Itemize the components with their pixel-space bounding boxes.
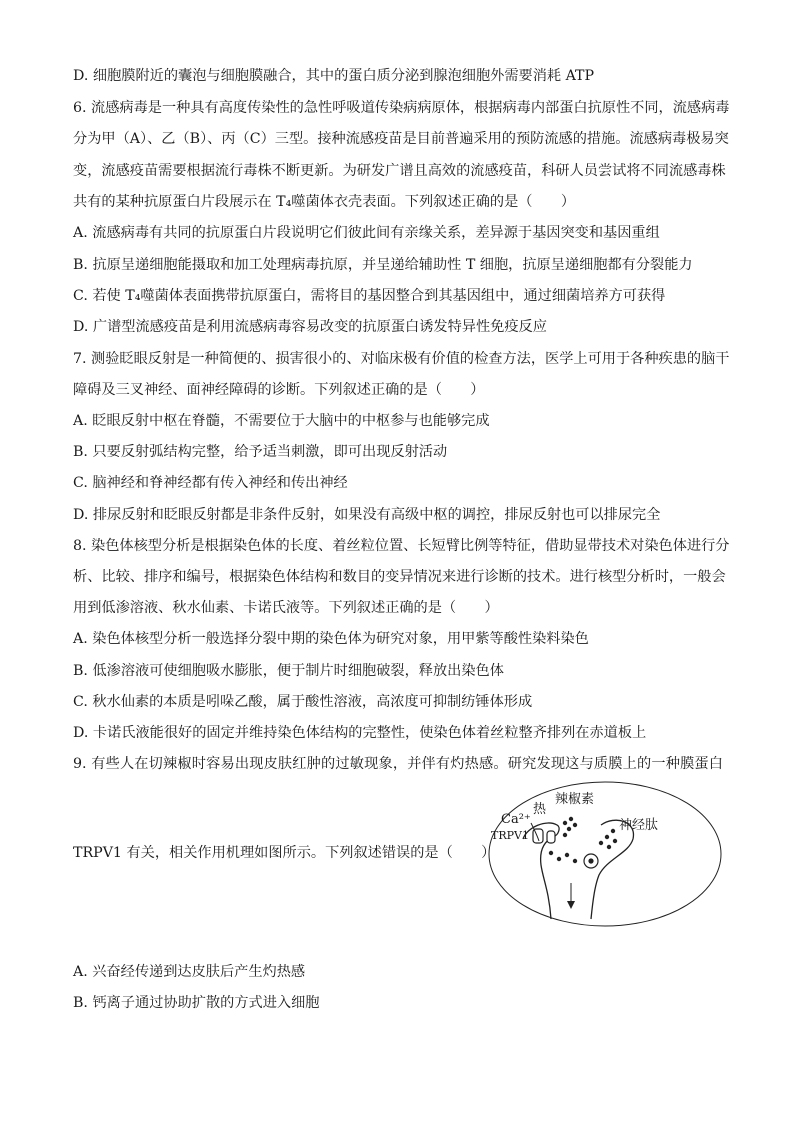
trpv1-channel-right [547, 831, 555, 843]
capsaicin-dot [563, 833, 567, 837]
q9-option-b: B. 钙离子通过协助扩散的方式进入细胞 [73, 995, 320, 1011]
q5-option-d: D. 细胞膜附近的囊泡与细胞膜融合，其中的蛋白质分泌到腺泡细胞外需要消耗 ATP [73, 68, 595, 84]
neuropeptide-dot [599, 841, 603, 845]
vesicle-content [588, 858, 593, 863]
trpv1-mechanism-figure [487, 779, 723, 929]
q6-option-c: C. 若使 T₄噬菌体表面携带抗原蛋白，需将目的基因整合到其基因组中，通过细菌培养方可获得 [73, 288, 666, 304]
capsaicin-dot [569, 817, 573, 821]
ion-dot [565, 853, 569, 857]
q9-stem-line2: TRPV1 有关，相关作用机理如图所示。下列叙述错误的是（ ） [73, 845, 496, 861]
neuropeptide-dot [611, 829, 615, 833]
q8-option-b: B. 低渗溶液可使细胞吸水膨胀，便于制片时细胞破裂，释放出染色体 [73, 663, 504, 679]
q8-option-d: D. 卡诺氏液能很好的固定并维持染色体结构的完整性，使染色体着丝粒整齐排列在赤道板上 [73, 725, 647, 741]
q7-option-c: C. 脑神经和脊神经都有传入神经和传出神经 [73, 475, 348, 491]
label-trpv1: TRPV1 [491, 829, 529, 842]
q7-option-a: A. 眨眼反射中枢在脊髓，不需要位于大脑中的中枢参与也能够完成 [73, 413, 490, 429]
q8-stem-line2: 析、比较、排序和编号，根据染色体结构和数目的变异情况来进行诊断的技术。进行核型分析时，一般会 [73, 569, 726, 585]
q6-stem-line4: 共有的某种抗原蛋白片段展示在 T₄噬菌体衣壳表面。下列叙述正确的是（ ） [73, 194, 576, 210]
neuropeptide-dot [605, 835, 609, 839]
label-capsaicin: 辣椒素 [555, 792, 595, 807]
label-ca: Ca²⁺ [501, 812, 531, 827]
cell-membrane-right [591, 820, 633, 919]
down-arrow-head [567, 901, 575, 909]
q7-option-b: B. 只要反射弧结构完整，给予适当刺激，即可出现反射活动 [73, 444, 448, 460]
q6-option-d: D. 广谱型流感疫苗是利用流感病毒容易改变的抗原蛋白诱发特异性免疫反应 [73, 319, 547, 335]
ion-dot [549, 851, 553, 855]
capsaicin-dot [563, 821, 567, 825]
neuropeptide-dot [607, 845, 611, 849]
q6-stem-line2: 分为甲（A）、乙（B）、丙（C）三型。接种流感疫苗是目前普遍采用的预防流感的措施。流感病毒极易突 [73, 131, 729, 147]
q6-stem-line1: 6. 流感病毒是一种具有高度传染性的急性呼吸道传染病病原体，根据病毒内部蛋白抗原性不同，流感病毒 [73, 100, 730, 116]
q7-stem-line1: 7. 测验眨眼反射是一种简便的、损害很小的、对临床极有价值的检查方法，医学上可用于各种疾患的脑干 [73, 351, 730, 367]
q9-option-a: A. 兴奋经传递到达皮肤后产生灼热感 [73, 964, 306, 980]
figure-border-ellipse [489, 782, 721, 926]
capsaicin-dot [567, 827, 571, 831]
q6-stem-line3: 变，流感疫苗需要根据流行毒株不断更新。为研发广谱且高效的流感疫苗，科研人员尝试将不同流感毒株 [73, 163, 726, 179]
q8-option-a: A. 染色体核型分析一般选择分裂中期的染色体为研究对象，用甲紫等酸性染料染色 [73, 631, 589, 647]
label-neuropeptide: 神经肽 [619, 818, 659, 833]
capsaicin-dot [573, 823, 577, 827]
q9-stem-line1: 9. 有些人在切辣椒时容易出现皮肤红肿的过敏现象，并伴有灼热感。研究发现这与质膜上的一种膜蛋白 [73, 756, 723, 772]
ion-dot [557, 857, 561, 861]
q8-option-c: C. 秋水仙素的本质是吲哚乙酸，属于酸性溶液，高浓度可抑制纺锤体形成 [73, 694, 533, 710]
q8-stem-line3: 用到低渗溶液、秋水仙素、卡诺氏液等。下列叙述正确的是（ ） [73, 600, 499, 616]
q6-option-a: A. 流感病毒有共同的抗原蛋白片段说明它们彼此间有亲缘关系，差异源于基因突变和基因重组 [73, 225, 660, 241]
neuropeptide-dot [613, 839, 617, 843]
ion-dot [573, 859, 577, 863]
q8-stem-line1: 8. 染色体核型分析是根据染色体的长度、着丝粒位置、长短臂比例等特征，借助显带技术对染色体进行分 [73, 538, 730, 554]
q7-stem-line2: 障碍及三叉神经、面神经障碍的诊断。下列叙述正确的是（ ） [73, 382, 485, 398]
q7-option-d: D. 排尿反射和眨眼反射都是非条件反射，如果没有高级中枢的调控，排尿反射也可以排尿完全 [73, 507, 661, 523]
label-heat: 热 [533, 802, 547, 817]
q6-option-b: B. 抗原呈递细胞能摄取和加工处理病毒抗原，并呈递给辅助性 T 细胞，抗原呈递细胞都有分裂能力 [73, 257, 693, 273]
